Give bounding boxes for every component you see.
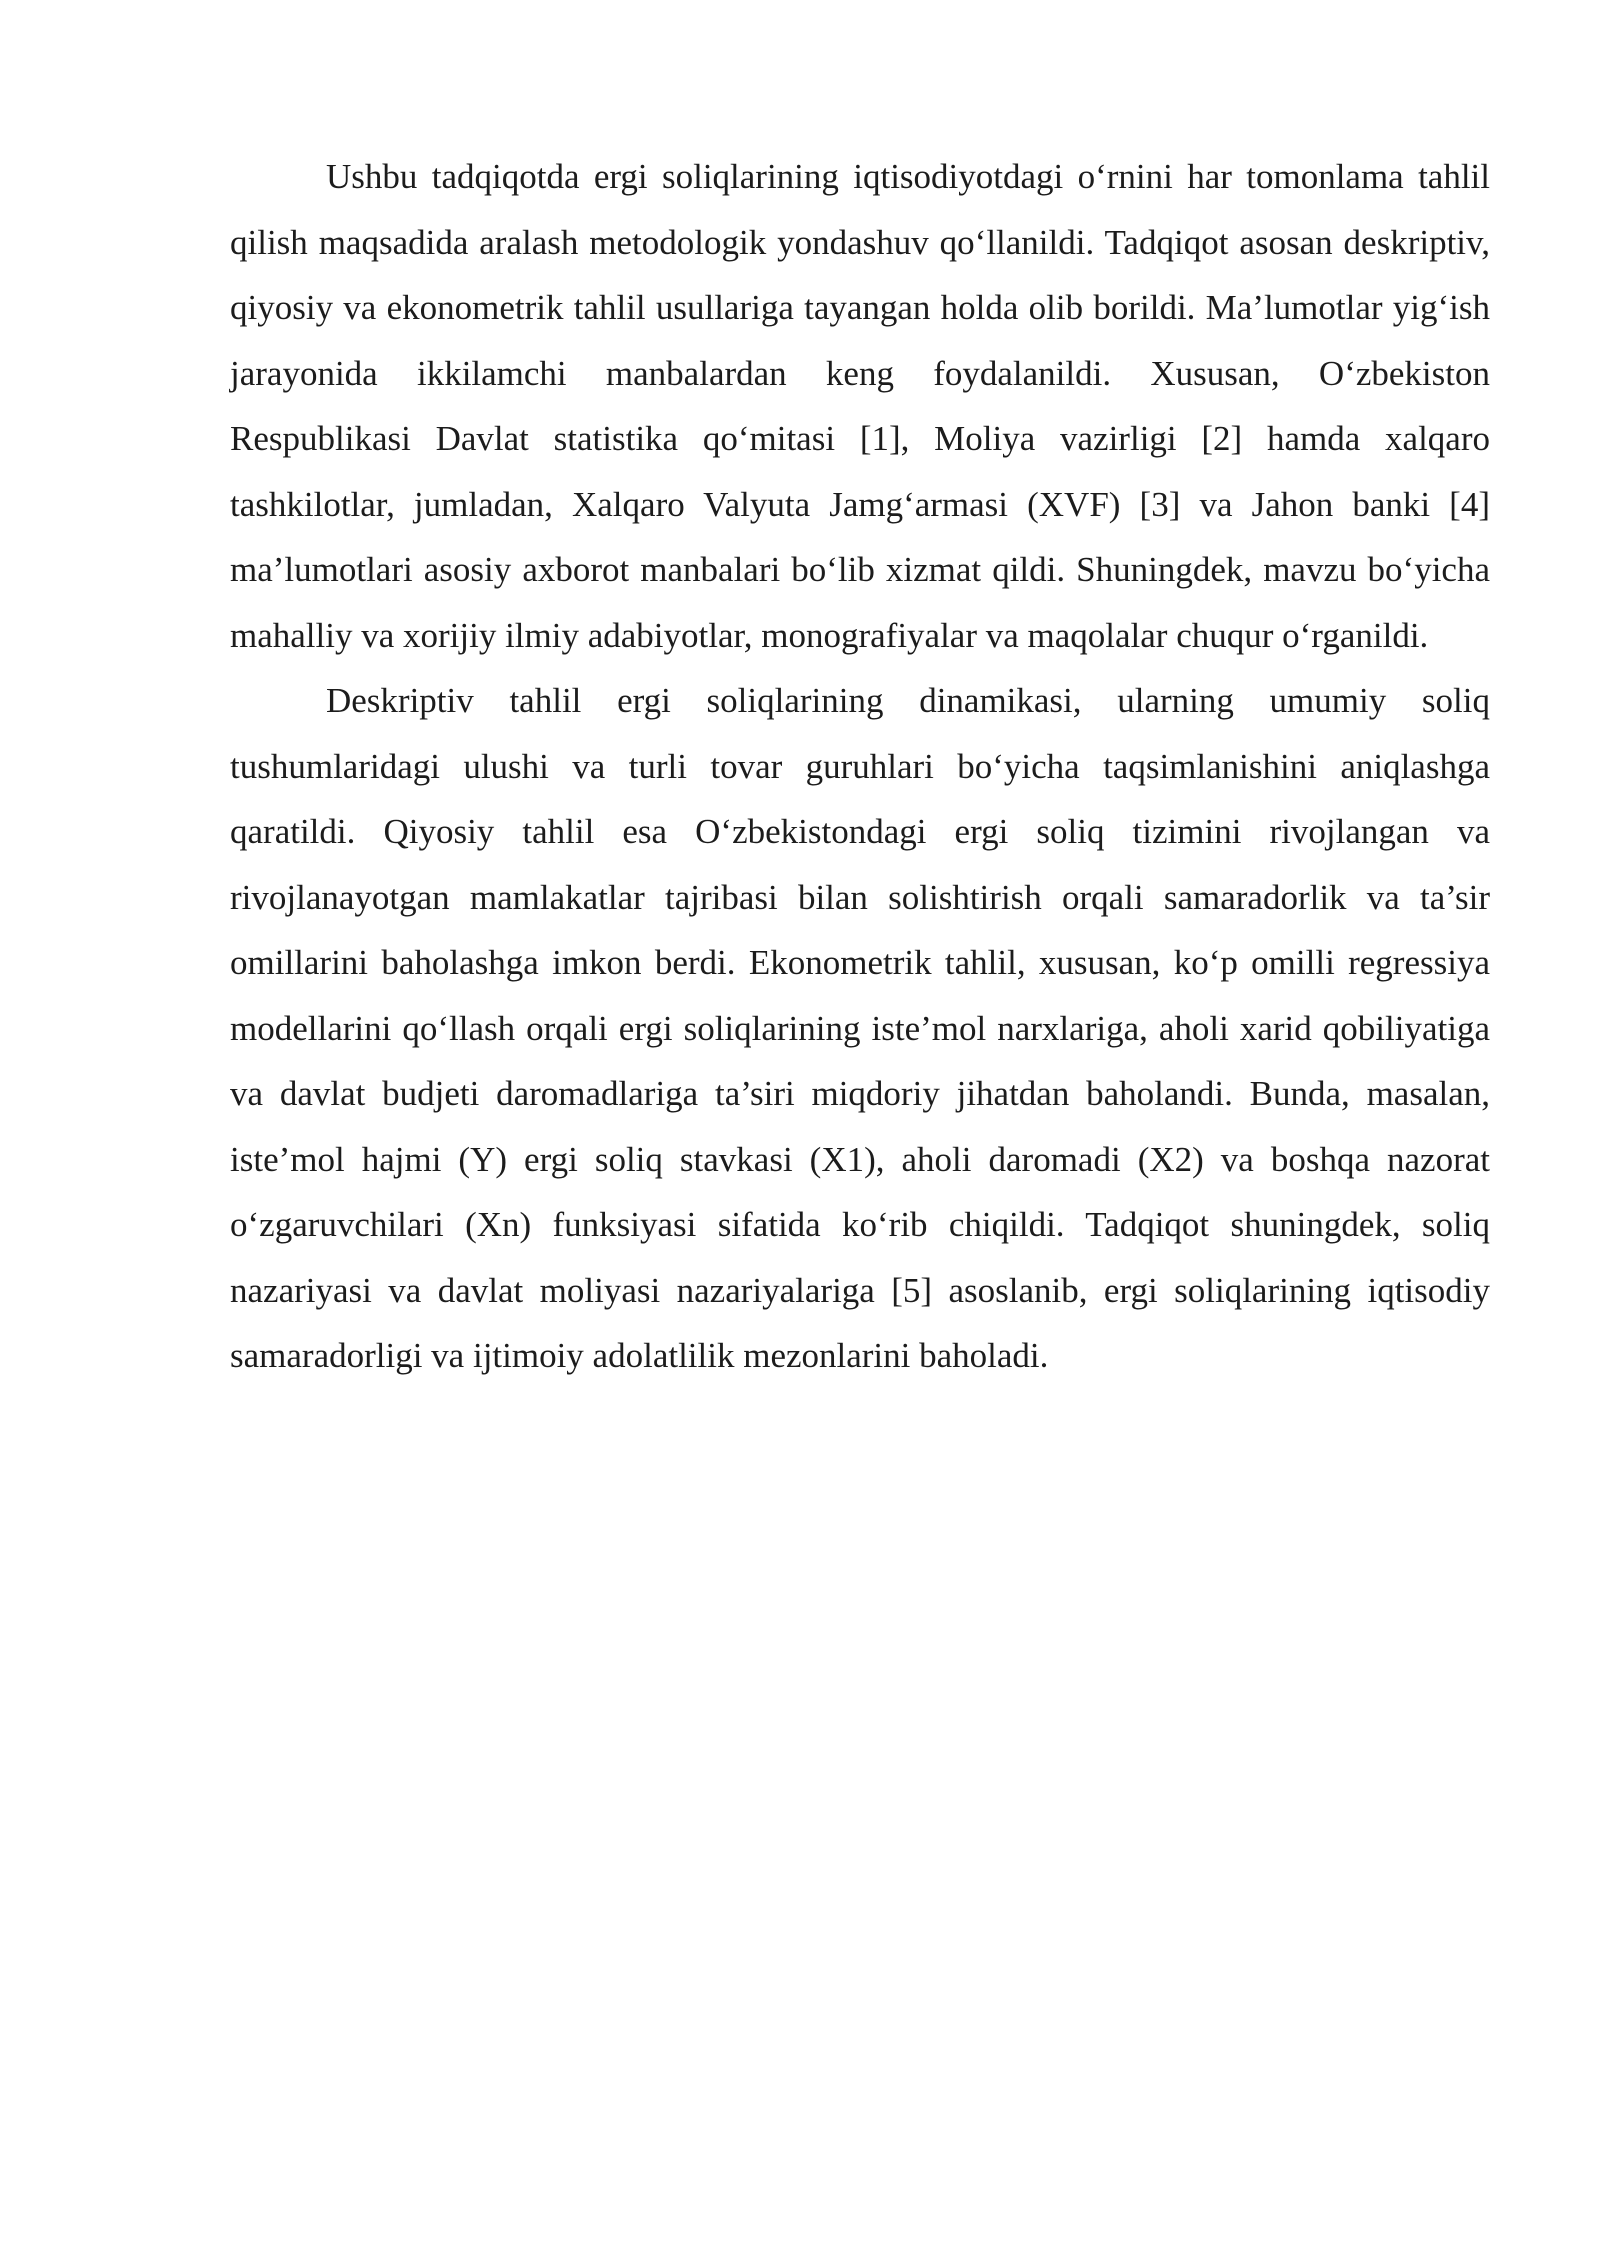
paragraph-methodology: Ushbu tadqiqotda ergi soliqlarining iqtisodiyotdagi o‘rnini har tomonlama tahlil qilish maqsadida aralash metodologik yondashuv qo‘llanildi. Tadqiqot asosan deskriptiv, qiyosiy va ekonometrik tahlil usullariga tayangan holda olib borildi. Ma’lumotlar yig‘ish jarayonida ikkilamchi manbalardan keng foydalanildi. Xususan, O‘zbekiston Respublikasi Davlat statistika qo‘mitasi [1], Moliya vazirligi [2] hamda xalqaro tashkilotlar, jumladan, Xalqaro Valyuta Jamg‘armasi (XVF) [3] va Jahon banki [4] ma’lumotlari asosiy axborot manbalari bo‘lib xizmat qildi. Shuningdek, mavzu bo‘yicha mahalliy va xorijiy ilmiy adabiyotlar, monografiyalar va maqolalar chuqur o‘rganildi.	[230, 157, 1490, 655]
document-body	[230, 144, 1490, 1389]
paragraph-analysis: Deskriptiv tahlil ergi soliqlarining dinamikasi, ularning umumiy soliq tushumlaridagi ulushi va turli tovar guruhlari bo‘yicha taqsimlanishini aniqlashga qaratildi. Qiyosiy tahlil esa O‘zbekistondagi ergi soliq tizimini rivojlangan va rivojlanayotgan mamlakatlar tajribasi bilan solishtirish orqali samaradorlik va ta’sir omillarini baholashga imkon berdi. Ekonometrik tahlil, xususan, ko‘p omilli regressiya modellarini qo‘llash orqali ergi soliqlarining iste’mol narxlariga, aholi xarid qobiliyatiga va davlat budjeti daromadlariga ta’siri miqdoriy jihatdan baholandi. Bunda, masalan, iste’mol hajmi (Y) ergi soliq stavkasi (X1), aholi daromadi (X2) va boshqa nazorat o‘zgaruvchilari (Xn) funksiyasi sifatida ko‘rib chiqildi. Tadqiqot shuningdek, soliq nazariyasi va davlat moliyasi nazariyalariga [5] asoslanib, ergi soliqlarining iqtisodiy samaradorligi va ijtimoiy adolatlilik mezonlarini baholadi.	[230, 681, 1490, 1375]
